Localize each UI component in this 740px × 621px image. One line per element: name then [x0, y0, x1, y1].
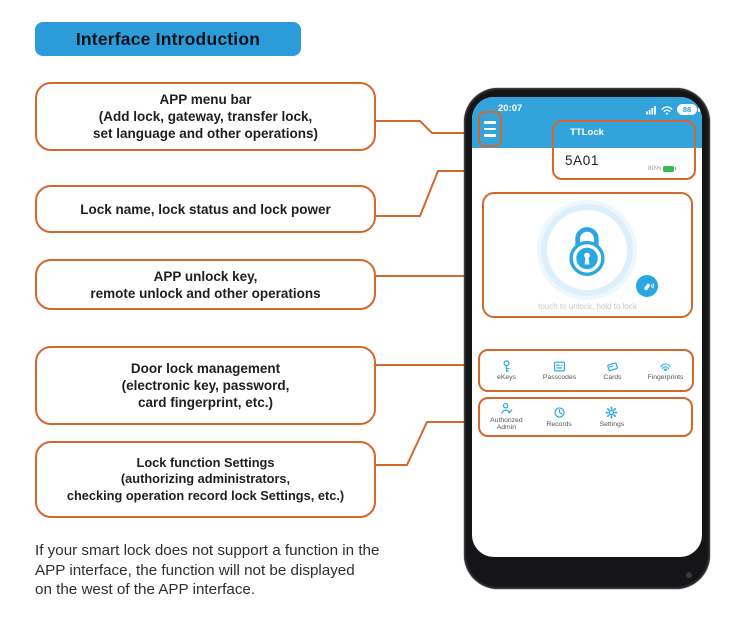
callout-line: set language and other operations): [92, 126, 319, 141]
feature-settings[interactable]: [586, 406, 639, 428]
callout-line: (Add lock, gateway, transfer lock,: [98, 109, 313, 124]
connector-menu-bar: [376, 121, 466, 133]
clock-icon: [553, 406, 566, 419]
callout-lock-function-settings: [35, 441, 376, 518]
callout-line: APP unlock key,: [153, 268, 258, 284]
feature-fingerprints[interactable]: [639, 360, 692, 382]
lock-battery-percent: 80%: [648, 165, 662, 172]
door-lock-management: [478, 349, 694, 392]
callout-line: Lock function Settings: [136, 454, 275, 470]
footnote-line: APP interface, the function will not be displayed: [35, 561, 355, 579]
phone-screen: [472, 97, 702, 557]
callout-line: card fingerprint, etc.): [137, 395, 274, 410]
callout-line: remote unlock and other operations: [90, 285, 321, 301]
callout-line: Door lock management: [130, 361, 281, 376]
wifi-icon: [661, 105, 673, 115]
footnote-line: on the west of the APP interface.: [35, 581, 256, 598]
passcode-icon: [553, 360, 566, 373]
feature-label: Passcodes: [542, 374, 577, 381]
remote-unlock-button[interactable]: [636, 275, 658, 297]
feature-label: eKeys: [497, 374, 516, 381]
app-title: TTLock: [570, 127, 604, 138]
unlock-area: [482, 192, 693, 318]
lock-name-row[interactable]: [552, 120, 696, 180]
phone-mockup: [464, 88, 710, 589]
footnote-paragraph: [35, 541, 447, 600]
status-battery-value: 88: [682, 105, 692, 114]
callout-line: APP menu bar: [159, 92, 252, 107]
card-icon: [606, 360, 619, 373]
gear-icon: [605, 406, 618, 419]
feature-label: Fingerprints: [647, 374, 684, 381]
callout-line: (electronic key, password,: [121, 378, 290, 393]
feature-records[interactable]: [533, 406, 586, 428]
callout-unlock-key: [35, 259, 376, 310]
feature-label: Cards: [603, 374, 622, 381]
status-time: 20:07: [498, 103, 523, 114]
phone-camera-dot: [686, 572, 692, 578]
callout-app-menu-bar: [35, 82, 376, 151]
footnote-line: If your smart lock does not support a function in the: [35, 542, 380, 559]
connector-lock-name: [376, 171, 466, 216]
status-icons: [646, 104, 697, 115]
lock-function-settings: [478, 397, 693, 437]
padlock-icon: [559, 220, 615, 280]
page-title-label: Interface Introduction: [75, 28, 261, 49]
key-icon: [500, 360, 513, 373]
callout-door-lock-management: [35, 346, 376, 425]
fingerprint-icon: [659, 360, 672, 373]
feature-cards[interactable]: [586, 360, 639, 382]
lock-battery: [648, 165, 674, 172]
remote-unlock-icon: [641, 280, 654, 293]
feature-label: Settings: [599, 420, 625, 428]
connector-settings: [376, 422, 466, 465]
feature-authorized-admin[interactable]: [480, 402, 533, 432]
page-title: [35, 22, 301, 56]
callout-line: Lock name, lock status and lock power: [80, 201, 331, 217]
callout-line: (authorizing administrators,: [120, 471, 291, 487]
lock-name: 5A01: [565, 153, 599, 168]
signal-bars-icon: [646, 105, 657, 115]
unlock-hint-text: touch to unlock, hold to lock: [538, 302, 637, 311]
lock-battery-icon: [663, 166, 674, 172]
status-battery-pill: [677, 104, 697, 115]
feature-label: Authorized Admin: [490, 416, 523, 432]
feature-passcodes[interactable]: [533, 360, 586, 382]
callout-lock-name: [35, 185, 376, 233]
touch-unlock-button[interactable]: [541, 204, 633, 296]
feature-label: Records: [546, 420, 572, 428]
callout-line: checking operation record lock Settings, etc.): [66, 487, 345, 503]
admin-user-icon: [500, 402, 513, 415]
feature-ekeys[interactable]: [480, 360, 533, 382]
